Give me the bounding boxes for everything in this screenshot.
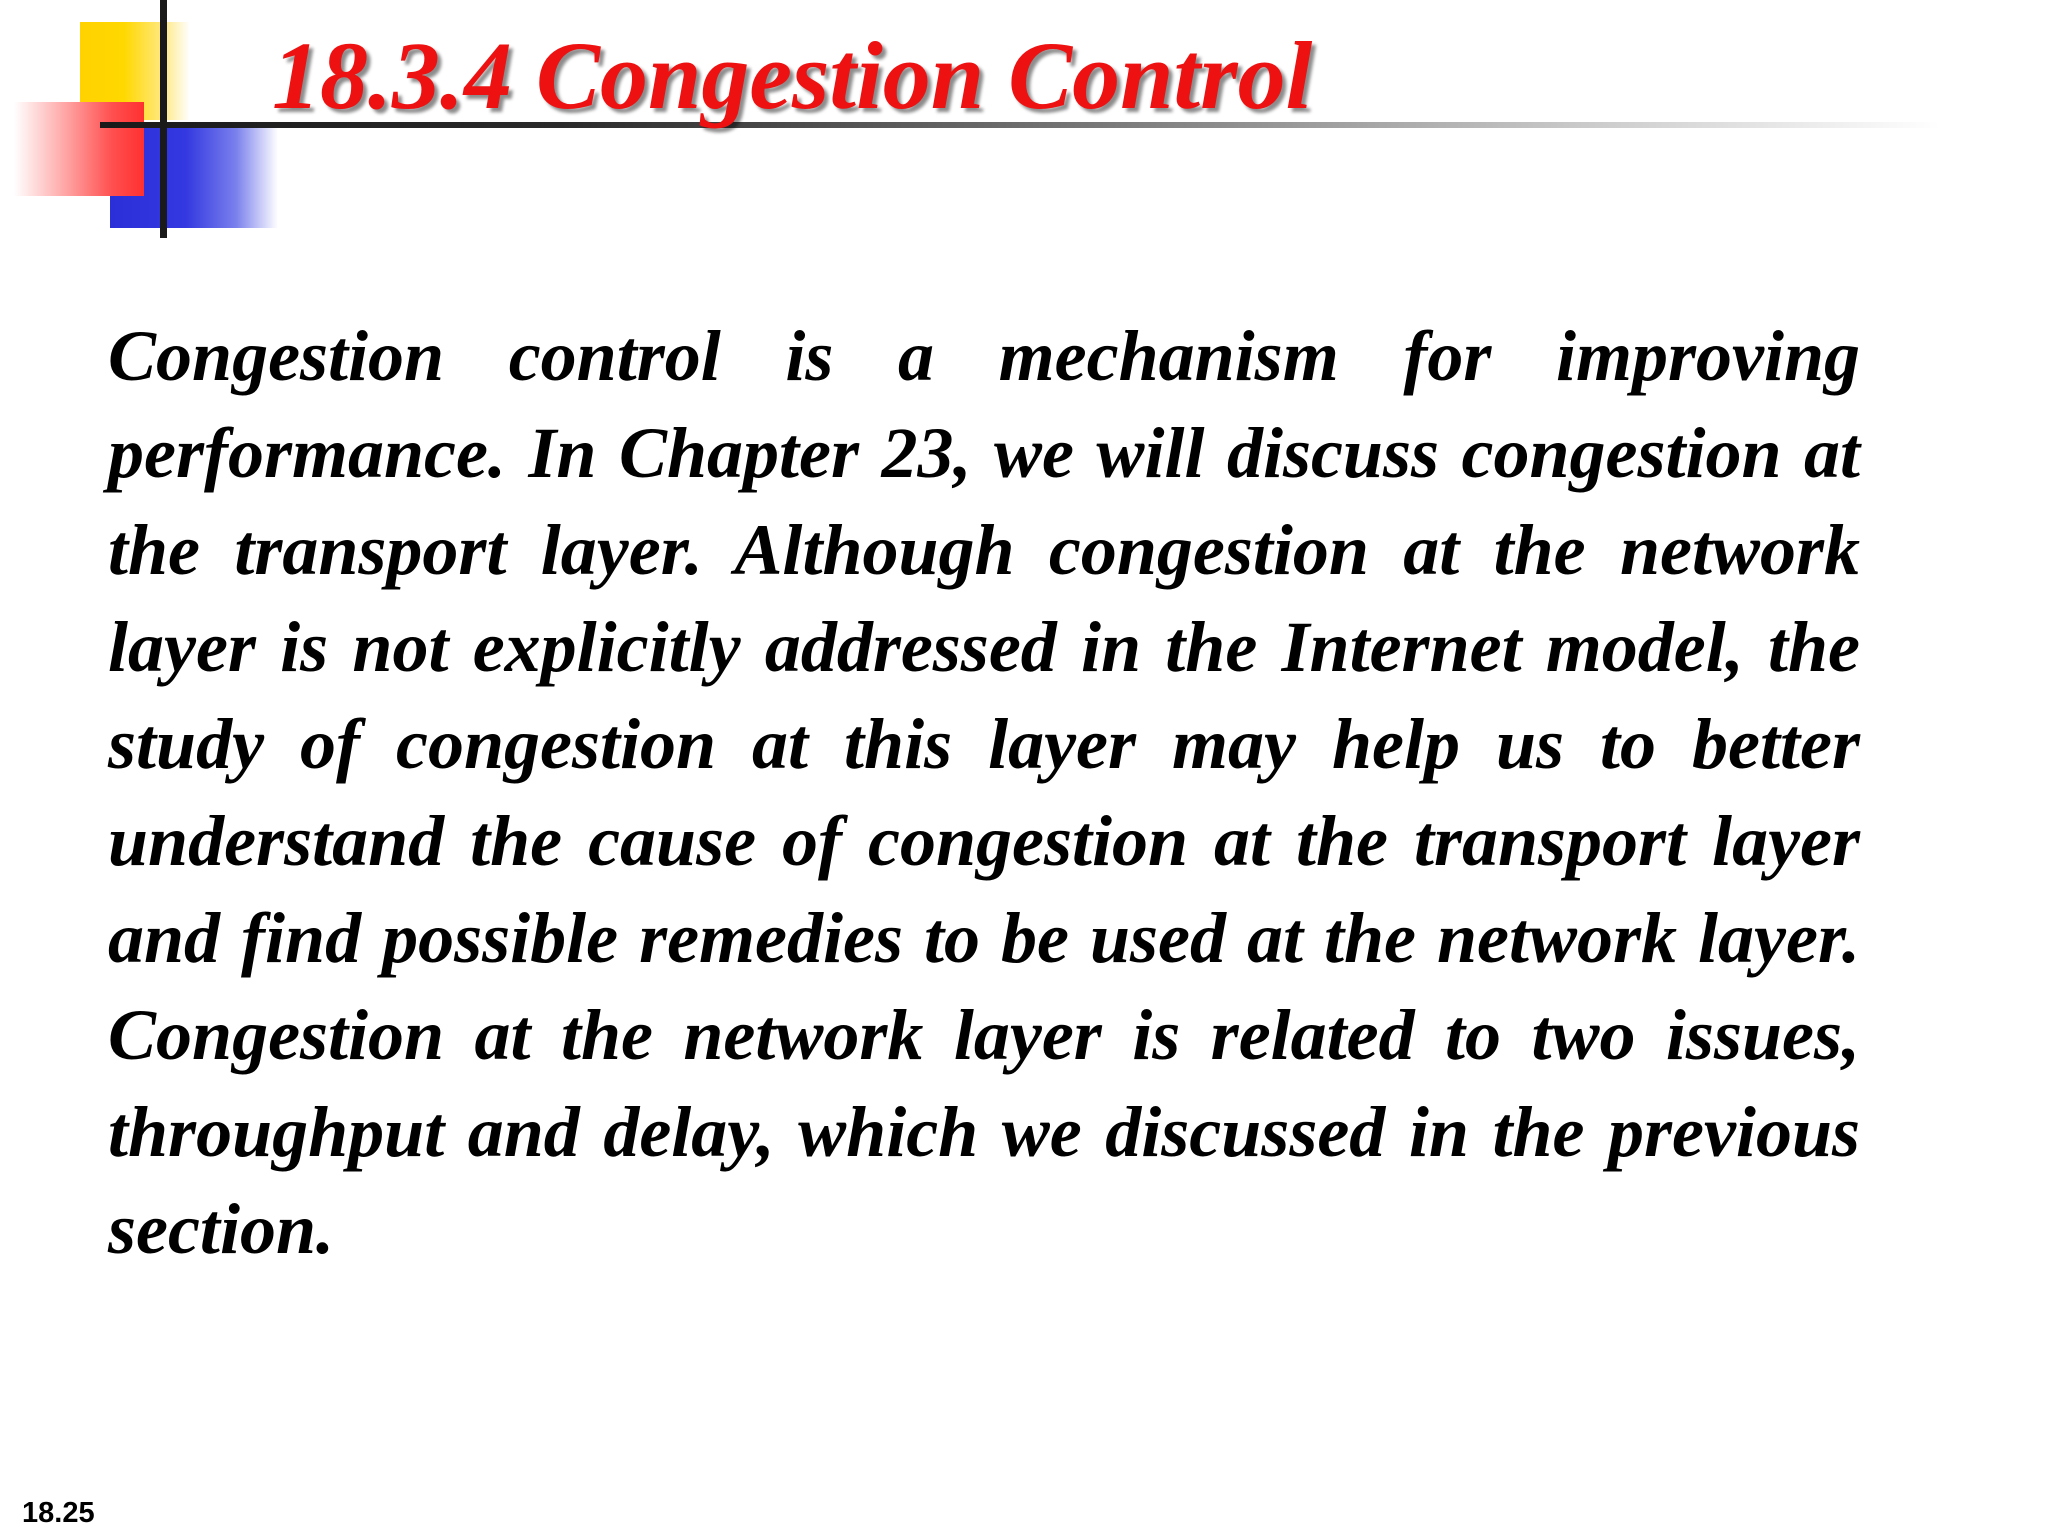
slide-title: 18.3.4 Congestion Control	[272, 22, 1313, 129]
decor-red-square	[14, 102, 144, 196]
body-paragraph: Congestion control is a mechanism for improving performance. In Chapter 23, we will discuss congestion at the transport layer. Although congestion at the network layer is not explicitly addressed in the Internet model, the study of congestion at this layer may help us to better understand the cause of congestion at the transport layer and find possible remedies to be used at the network layer. Congestion at the network layer is related to two issues, throughput and delay, which we discussed in the previous section.	[108, 316, 1860, 1269]
slide-number: 18.25	[22, 1497, 95, 1529]
decor-vertical-rule	[160, 0, 167, 238]
